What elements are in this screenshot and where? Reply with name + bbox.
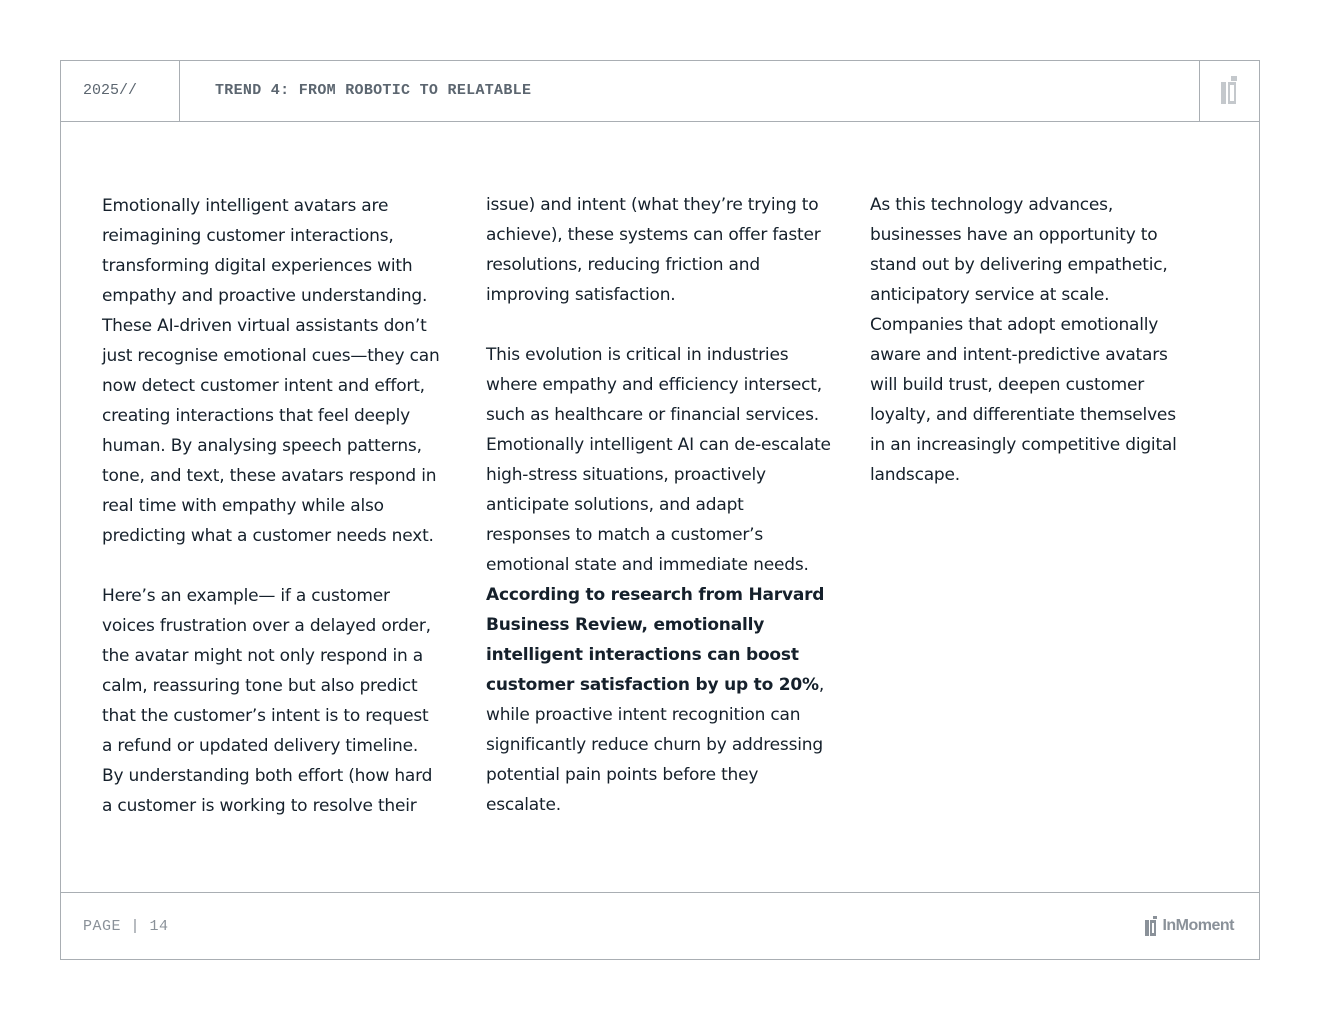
column-2-paragraph-1: issue) and intent (what they’re trying to achieve), these systems can offer faster resolutions, reducing friction and improving satisfaction. [486,195,821,305]
brand-logo [1145,916,1234,936]
inmoment-logo-icon [1221,76,1239,106]
page-number: PAGE | 14 [83,918,169,935]
page-header [61,61,1259,122]
inmoment-logo-icon [1145,916,1158,936]
page-frame [60,60,1260,960]
column-2-paragraph-2 [486,340,831,820]
column-1-paragraph-1: Emotionally intelligent avatars are reimagining customer interactions, transforming digital experiences with empathy and proactive understanding. These AI-driven virtual assistants don’t just recognise emotional cues—they can now detect customer intent and effort, creating interactions that feel deeply human. By analysing speech patterns, tone, and text, these avatars respond in real time with empathy while also predicting what a customer needs next. [102,196,440,546]
column-3-paragraph-1: As this technology advances, businesses have an opportunity to stand out by delivering empathetic, anticipatory service at scale. Companies that adopt emotionally aware and intent-predictive avatars will build trust, deepen customer loyalty, and differentiate themselves in an increasingly competitive digital landscape. [870,195,1177,485]
research-highlight: According to research from Harvard Business Review, emotionally intelligent interactions can boost customer satisfaction by up to 20% [486,585,825,695]
paragraph-text: This evolution is critical in industries where empathy and efficiency intersect, such as healthcare or financial services. Emotionally intelligent AI can de-escalate high-stress situations, proactively anticipate solutions, and adapt responses to match a customer’s emotional state and immediate needs. [486,345,831,575]
brand-name: InMoment [1162,917,1234,934]
text-column-3 [870,190,1190,520]
text-column-1 [102,191,442,851]
column-1-paragraph-2: Here’s an example— if a customer voices frustration over a delayed order, the avatar might not only respond in a calm, reassuring tone but also predict that the customer’s intent is to request a refund or updated delivery timeline. By understanding both effort (how hard a customer is working to resolve their [102,586,433,816]
header-logo-box [1199,61,1259,121]
paragraph-text: , while proactive intent recognition can significantly reduce churn by addressing potential pain points before they escalate. [486,675,825,815]
page-footer [61,892,1259,959]
text-column-2 [486,190,831,850]
trend-title: TREND 4: FROM ROBOTIC TO RELATABLE [215,82,532,99]
year-label: 2025// [61,61,180,121]
